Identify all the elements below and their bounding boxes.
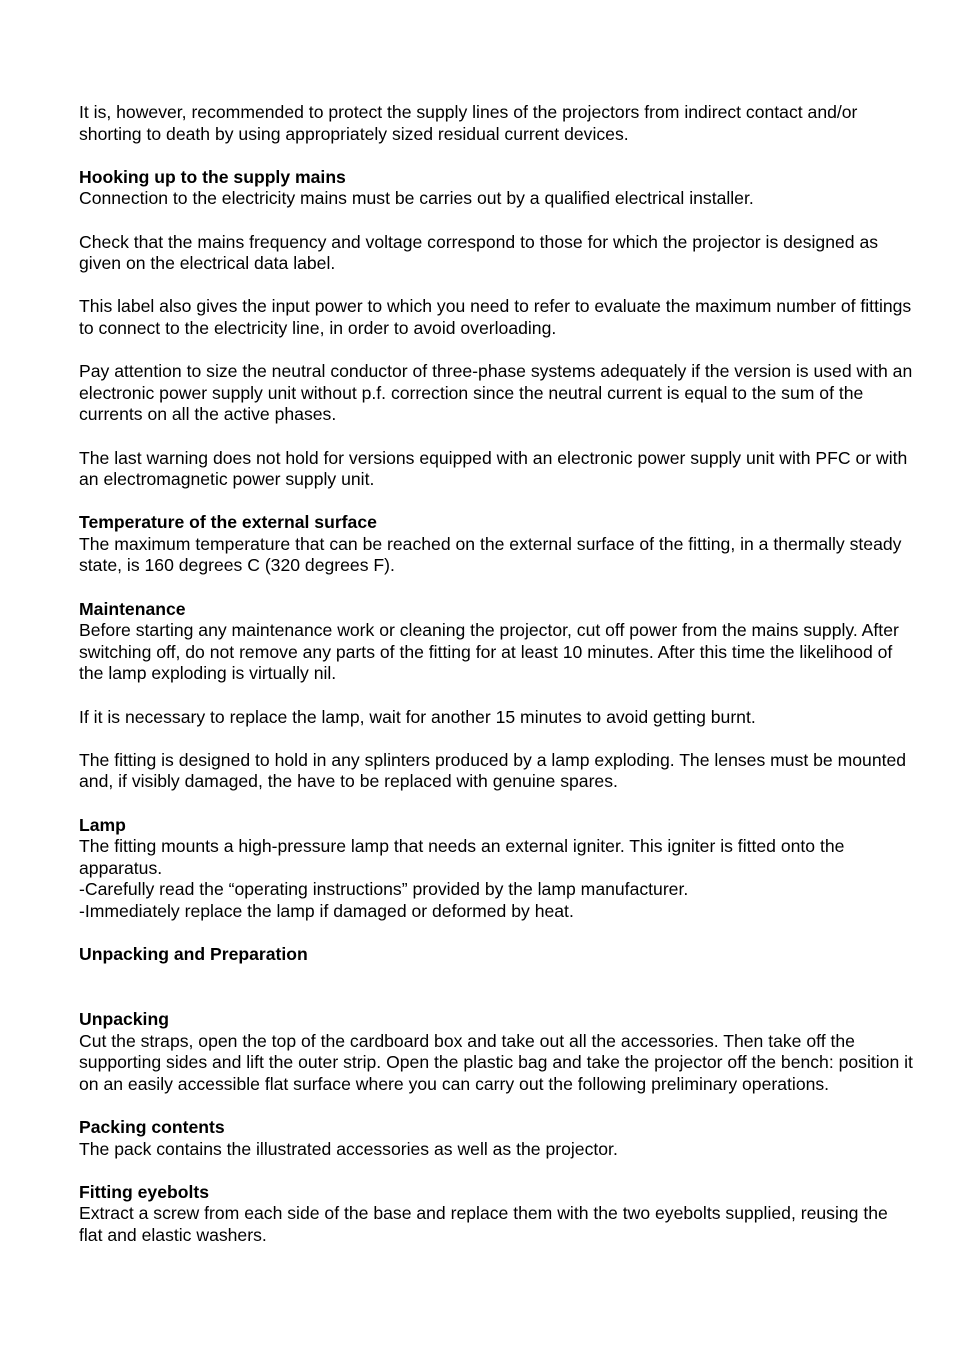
- lamp-instruction-2: -Immediately replace the lamp if damaged or deformed by heat.: [79, 900, 574, 921]
- maintenance-paragraph-1: Before starting any maintenance work or cleaning the projector, cut off power from the mains supply. After switching off, do not remove any parts of the fitting for at least 10 minutes. After this time the likelihood of the lamp exploding is virtually nil.: [79, 620, 899, 684]
- mains-heading: Hooking up to the supply mains: [79, 166, 346, 187]
- packing-heading: Packing contents: [79, 1116, 225, 1137]
- temperature-heading: Temperature of the external surface: [79, 512, 377, 533]
- document-page: [79, 102, 915, 1246]
- section-eyebolts: [79, 1182, 915, 1247]
- mains-paragraph-5: The last warning does not hold for versions equipped with an electronic power supply unit with PFC or with an electromagnetic power supply unit.: [79, 447, 908, 490]
- mains-paragraph-2: Check that the mains frequency and voltage correspond to those for which the projector is designed as given on the electrical data label.: [79, 231, 879, 274]
- section-temperature: [79, 512, 915, 577]
- unpacking-preparation-heading: Unpacking and Preparation: [79, 944, 308, 965]
- section-mains: [79, 167, 915, 491]
- maintenance-heading: Maintenance: [79, 598, 186, 619]
- section-packing-contents: [79, 1117, 915, 1160]
- lamp-paragraph-1: The fitting mounts a high-pressure lamp that needs an external igniter. This igniter is fitted onto the apparatus.: [79, 836, 845, 878]
- eyebolts-paragraph-1: Extract a screw from each side of the base and replace them with the two eyebolts supplied, reusing the flat and elastic washers.: [79, 1203, 888, 1245]
- eyebolts-heading: Fitting eyebolts: [79, 1181, 210, 1202]
- mains-paragraph-1: Connection to the electricity mains must be carries out by a qualified electrical installer.: [79, 188, 754, 209]
- section-lamp: [79, 815, 915, 923]
- mains-paragraph-3: This label also gives the input power to which you need to refer to evaluate the maximum number of fittings to connect to the electricity line, in order to avoid overloading.: [79, 296, 912, 338]
- mains-paragraph-4: Pay attention to size the neutral conductor of three-phase systems adequately if the version is used with an electronic power supply unit without p.f. correction since the neutral current is equal to the sum of the currents on all the active phases.: [79, 361, 913, 425]
- unpacking-paragraph-1: Cut the straps, open the top of the cardboard box and take out all the accessories. Then take off the supporting sides and lift the outer strip. Open the plastic bag and take the projector off the bench: position it on an easily accessible flat surface where you can carry out the following preliminary operations.: [79, 1030, 913, 1094]
- intro-paragraph: It is, however, recommended to protect the supply lines of the projectors from indirect contact and/or shorting to death by using appropriately sized residual current devices.: [79, 102, 858, 144]
- packing-paragraph-1: The pack contains the illustrated accessories as well as the projector.: [79, 1138, 618, 1159]
- maintenance-paragraph-2: If it is necessary to replace the lamp, wait for another 15 minutes to avoid getting burnt.: [79, 706, 756, 727]
- maintenance-paragraph-3: The fitting is designed to hold in any splinters produced by a lamp exploding. The lenses must be mounted and, if visibly damaged, the have to be replaced with genuine spares.: [79, 749, 907, 792]
- unpacking-heading: Unpacking: [79, 1008, 169, 1029]
- lamp-instruction-1: -Carefully read the “operating instructions” provided by the lamp manufacturer.: [79, 879, 689, 900]
- temperature-paragraph-1: The maximum temperature that can be reached on the external surface of the fitting, in a thermally steady state, is 160 degrees C (320 degrees F).: [79, 533, 902, 576]
- lamp-heading: Lamp: [79, 814, 126, 835]
- section-maintenance: [79, 599, 915, 793]
- section-unpacking: [79, 1009, 915, 1095]
